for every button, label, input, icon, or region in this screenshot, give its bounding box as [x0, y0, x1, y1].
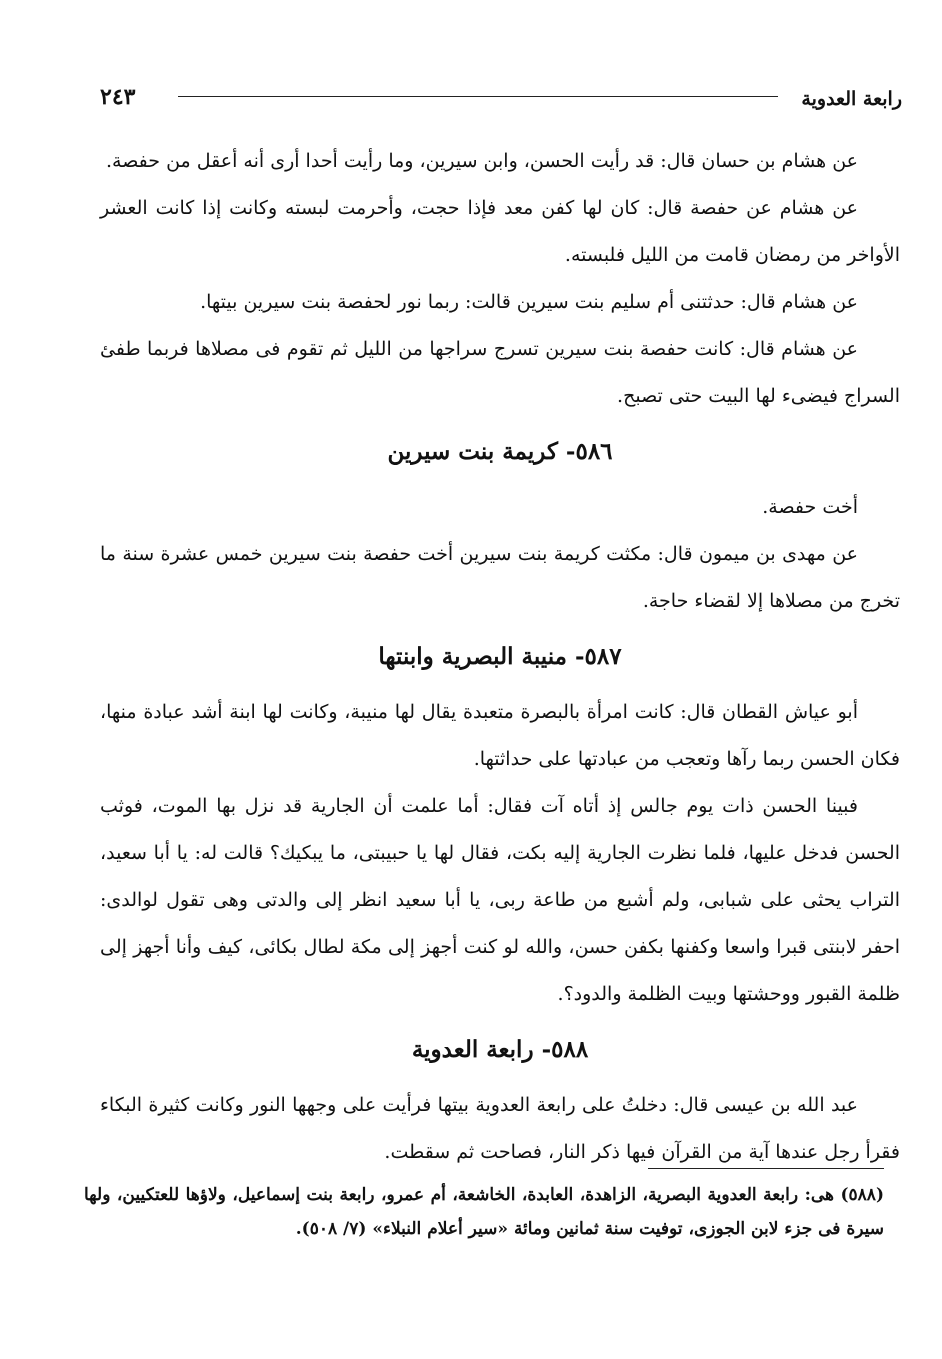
running-header-title: رابعة العدوية [801, 88, 902, 110]
main-text [100, 138, 900, 1176]
paragraph: فبينا الحسن ذات يوم جالس إذ أتاه آت فقال: أما علمت أن الجارية قد نزل بها الموت، فوثب الحسن فدخل عليها، فلما نظرت الجارية إليه بكت، فقال لها يا حبيبتى، ما يبكيك؟ قالت له: يا أبا سعيد، التراب يحثى على شبابى، ولم أشبع من طاعة ربى، يا أبا سعيد انظر إلى والدتى وهى تقول لوالدى: احفر لابنتى قبرا واسعا وكفنها بكفن حسن، والله لو كنت أجهز إلى مكة لطال بكائى، كيف وأنا أجهز إلى ظلمة القبور ووحشتها وبيت الظلمة والدود؟. [100, 795, 900, 1005]
section-number: ٥٨٦- [565, 438, 613, 465]
running-header [100, 82, 902, 116]
section-heading-587 [100, 625, 900, 689]
header-rule [178, 96, 778, 97]
paragraph: أخت حفصة. [762, 496, 858, 518]
footnote-rule [648, 1168, 884, 1169]
paragraph: عن هشام قال: كانت حفصة بنت سيرين تسرج سراجها من الليل ثم تقوم فى مصلاها فربما طفئ السراج فيضىء لها البيت حتى تصبح. [100, 338, 900, 407]
page-number: ٢٤٣ [100, 84, 136, 110]
paragraph: عن هشام قال: حدثتنى أم سليم بنت سيرين قالت: ربما نور لحفصة بنت سيرين بيتها. [200, 291, 858, 313]
section-title: منيبة البصرية وابنتها [378, 643, 567, 670]
section-number: ٥٨٨- [541, 1036, 589, 1063]
section-title: كريمة بنت سيرين [387, 438, 558, 465]
section-heading-586 [100, 420, 900, 484]
footnote: (٥٨٨) هى: رابعة العدوية البصرية، الزاهدة، العابدة، الخاشعة، أم عمرو، رابعة بنت إسماعيل، ولاؤها للعتكيين، ولها سيرة فى جزء لابن الجوزى، توفيت سنة ثمانين ومائة «سير أعلام النبلاء» (٧/ ٥٠٨). [84, 1185, 884, 1239]
paragraph: عن هشام عن حفصة قال: كان لها كفن معد فإذا حجت، وأحرمت لبسته وكانت إذا كانت العشر الأواخر من رمضان قامت من الليل فلبسته. [100, 197, 900, 266]
paragraph: عن مهدى بن ميمون قال: مكثت كريمة بنت سيرين أخت حفصة بنت سيرين خمس عشرة سنة ما تخرج من مصلاها إلا لقضاء حاجة. [100, 543, 900, 612]
section-title: رابعة العدوية [411, 1036, 534, 1063]
paragraph: عبد الله بن عيسى قال: دخلتُ على رابعة العدوية بيتها فرأيت على وجهها النور وكانت كثيرة البكاء فقرأ رجل عندها آية من القرآن فيها ذكر النار، فصاحت ثم سقطت. [100, 1094, 900, 1163]
paragraph: عن هشام بن حسان قال: قد رأيت الحسن، وابن سيرين، وما رأيت أحدا أرى أنه أعقل من حفصة. [105, 150, 858, 172]
paragraph: أبو عياش القطان قال: كانت امرأة بالبصرة متعبدة يقال لها منيبة، وكانت لها ابنة أشد عبادة منها، فكان الحسن ربما رآها وتعجب من عبادتها على حداثتها. [100, 701, 900, 770]
section-number: ٥٨٧- [575, 643, 622, 670]
section-heading-588 [100, 1018, 900, 1082]
